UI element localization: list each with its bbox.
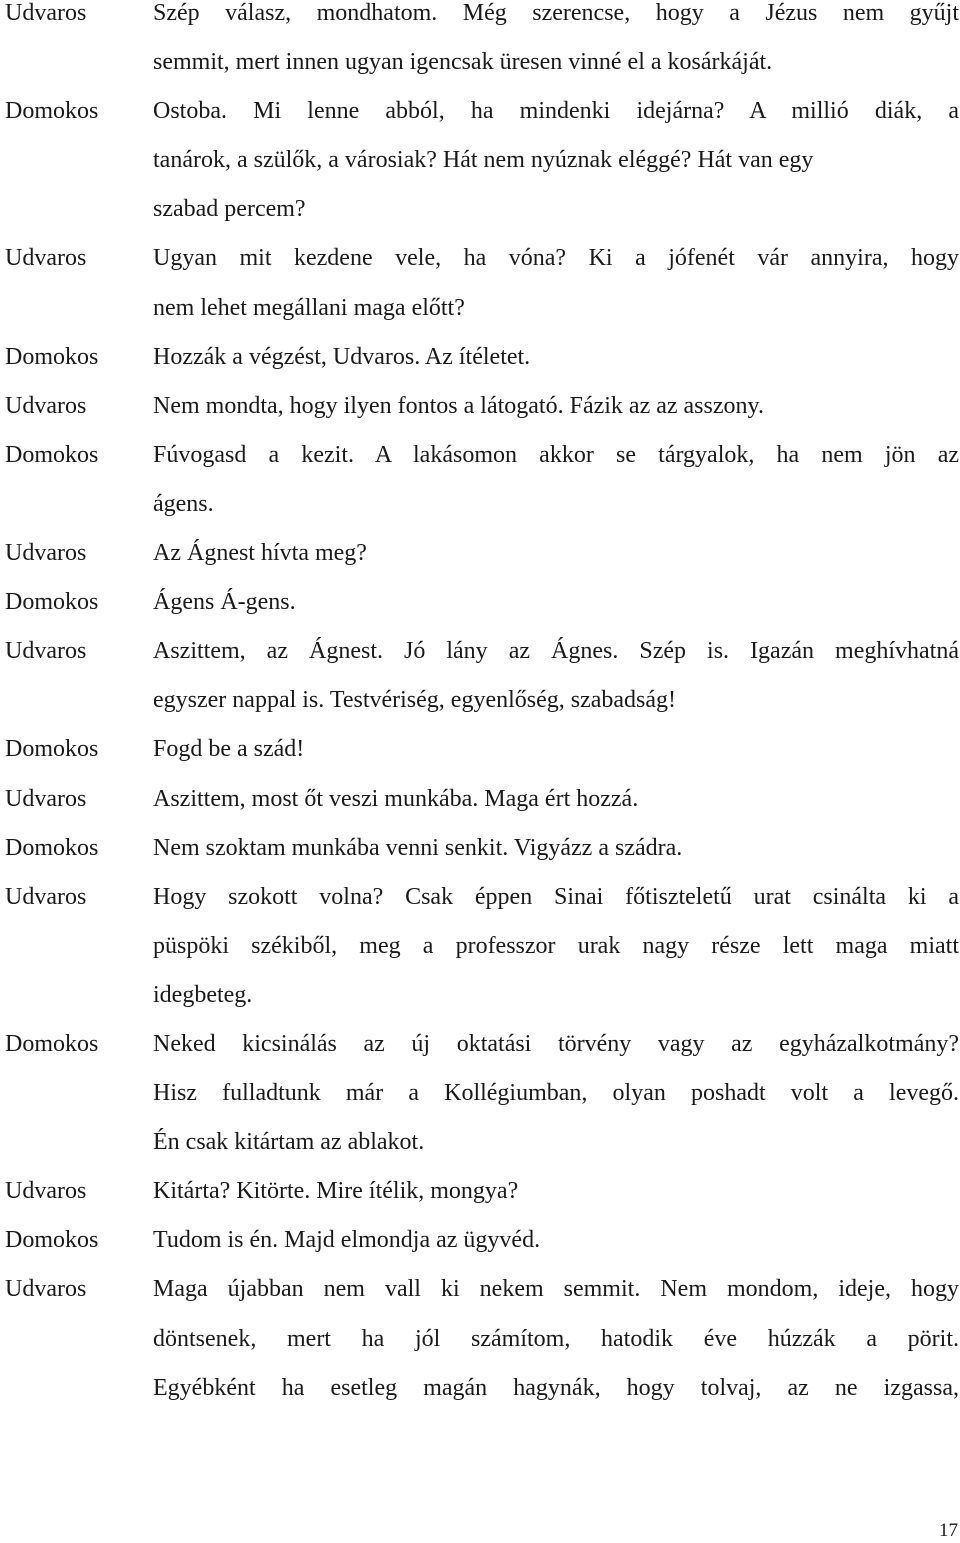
dialogue-text: Fúvogasd a kezit. A lakásomon akkor se tárgyalok, ha nem jön az	[153, 441, 959, 468]
dialogue-text: Kitárta? Kitörte. Mire ítélik, mongya?	[153, 1178, 519, 1205]
dialogue-text: Aszittem, az Ágnest. Jó lány az Ágnes. Szép is. Igazán meghívhatná	[153, 638, 959, 665]
dialogue-text: Nem mondta, hogy ilyen fontos a látogató. Fázik az az asszony.	[153, 392, 764, 419]
speaker-name: Domokos	[5, 98, 99, 125]
speaker-name: Udvaros	[5, 638, 87, 665]
dialogue-line	[0, 147, 960, 196]
dialogue-line	[0, 1375, 960, 1424]
dialogue-line	[0, 1129, 960, 1178]
dialogue-line	[0, 442, 960, 491]
dialogue-text: Neked kicsinálás az új oktatási törvény vagy az egyházalkotmány?	[153, 1030, 959, 1057]
dialogue-line	[0, 344, 960, 393]
speaker-name: Domokos	[5, 736, 99, 763]
dialogue-text: Hozzák a végzést, Udvaros. Az ítéletet.	[153, 343, 531, 370]
dialogue-text: Aszittem, most őt veszi munkába. Maga ért hozzá.	[153, 785, 639, 812]
speaker-name: Udvaros	[5, 540, 87, 567]
dialogue-line	[0, 1080, 960, 1129]
speaker-name: Domokos	[5, 343, 99, 370]
speaker-name: Domokos	[5, 1030, 99, 1057]
speaker-name: Domokos	[5, 441, 99, 468]
dialogue-line	[0, 491, 960, 540]
speaker-name: Udvaros	[5, 1276, 87, 1303]
dialogue-line	[0, 638, 960, 687]
dialogue-line	[0, 835, 960, 884]
speaker-name: Udvaros	[5, 785, 87, 812]
speaker-name: Udvaros	[5, 1178, 87, 1205]
dialogue-line	[0, 1031, 960, 1080]
dialogue-line	[0, 786, 960, 835]
dialogue-text: Ostoba. Mi lenne abból, ha mindenki idejárna? A millió diák, a	[153, 98, 959, 125]
dialogue-line	[0, 1178, 960, 1227]
speaker-name: Udvaros	[5, 0, 87, 26]
dialogue-line	[0, 393, 960, 442]
dialogue-line	[0, 884, 960, 933]
dialogue-line	[0, 982, 960, 1031]
dialogue-text: idegbeteg.	[153, 981, 253, 1008]
speaker-name: Udvaros	[5, 392, 87, 419]
dialogue-line	[0, 736, 960, 785]
dialogue-line	[0, 687, 960, 736]
dialogue-text: döntsenek, mert ha jól számítom, hatodik éve húzzák a pörit.	[153, 1325, 959, 1352]
dialogue-text: Hogy szokott volna? Csak éppen Sinai főtiszteletű urat csinálta ki a	[153, 883, 959, 910]
dialogue-line	[0, 196, 960, 245]
speaker-name: Domokos	[5, 1227, 99, 1254]
dialogue-line	[0, 933, 960, 982]
speaker-name: Udvaros	[5, 245, 87, 272]
dialogue-line	[0, 245, 960, 294]
dialogue-line	[0, 1276, 960, 1325]
dialogue-text: nem lehet megállani maga előtt?	[153, 294, 465, 321]
page-number: 17	[939, 1520, 958, 1541]
dialogue-text: Az Ágnest hívta meg?	[153, 540, 367, 567]
dialogue-line	[0, 49, 960, 98]
dialogue-text: Én csak kitártam az ablakot.	[153, 1129, 425, 1156]
dialogue-text: Szép válasz, mondhatom. Még szerencse, hogy a Jézus nem gyűjt	[153, 0, 959, 26]
dialogue-text: Maga újabban nem vall ki nekem semmit. Nem mondom, ideje, hogy	[153, 1276, 959, 1303]
dialogue-text: Nem szoktam munkába venni senkit. Vigyázz a szádra.	[153, 834, 683, 861]
dialogue-text: szabad percem?	[153, 196, 306, 223]
dialogue-text: egyszer nappal is. Testvériség, egyenlőség, szabadság!	[153, 687, 677, 714]
speaker-name: Udvaros	[5, 883, 87, 910]
dialogue-text: Tudom is én. Majd elmondja az ügyvéd.	[153, 1227, 541, 1254]
dialogue-text: püspöki székiből, meg a professzor urak nagy része lett maga miatt	[153, 932, 959, 959]
dialogue-line	[0, 589, 960, 638]
speaker-name: Domokos	[5, 589, 99, 616]
dialogue-line	[0, 1326, 960, 1375]
dialogue-text: Ágens Á-gens.	[153, 589, 296, 616]
dialogue-line	[0, 0, 960, 49]
dialogue-text: semmit, mert innen ugyan igencsak üresen vinné el a kosárkáját.	[153, 49, 773, 76]
dialogue-line	[0, 1227, 960, 1276]
dialogue-text: tanárok, a szülők, a városiak? Hát nem nyúznak eléggé? Hát van egy	[153, 147, 814, 174]
dialogue-text: Ugyan mit kezdene vele, ha vóna? Ki a jófenét vár annyira, hogy	[153, 245, 959, 272]
dialogue-line	[0, 295, 960, 344]
dialogue-text: Fogd be a szád!	[153, 736, 305, 763]
dialogue-line	[0, 540, 960, 589]
dialogue-text: ágens.	[153, 490, 214, 517]
dialogue-line	[0, 98, 960, 147]
speaker-name: Domokos	[5, 834, 99, 861]
dialogue-text: Egyébként ha esetleg magán hagynák, hogy tolvaj, az ne izgassa,	[153, 1374, 959, 1401]
dialogue-text: Hisz fulladtunk már a Kollégiumban, olyan poshadt volt a levegő.	[153, 1080, 959, 1107]
